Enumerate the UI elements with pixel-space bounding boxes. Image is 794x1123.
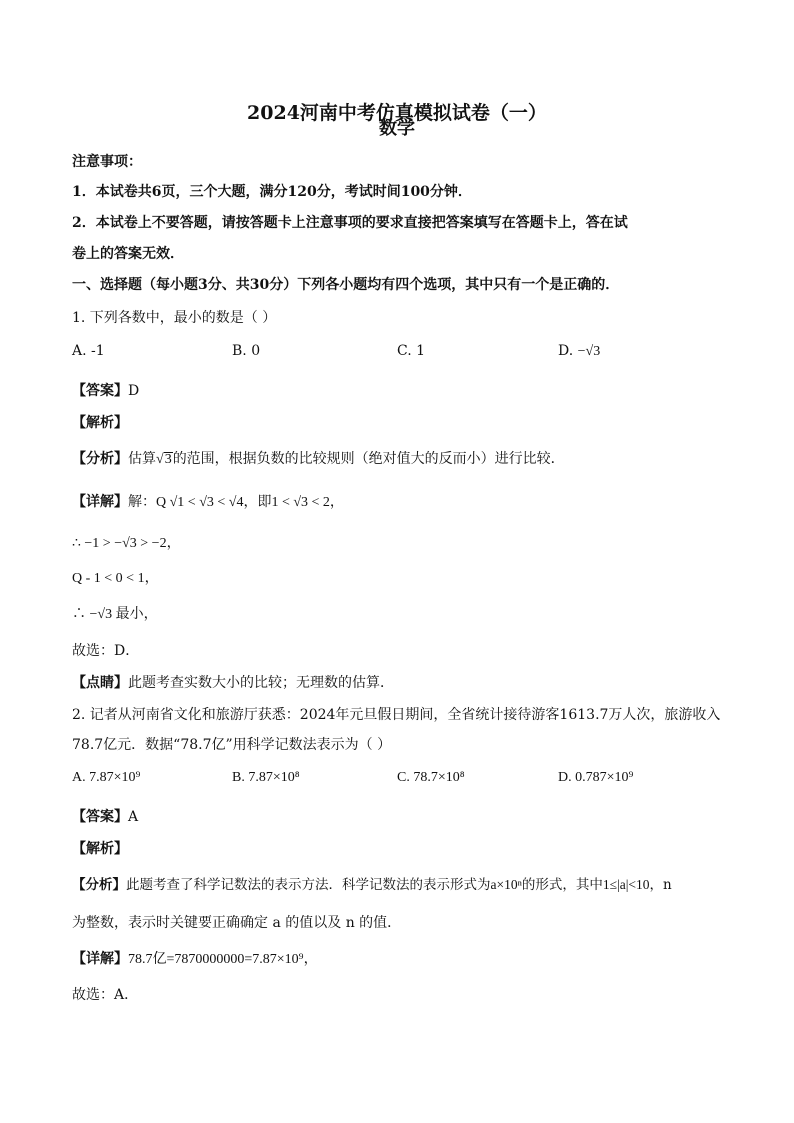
fenxi-tag: 【分析】: [72, 877, 126, 893]
q1-stem: 1. 下列各数中，最小的数是（ ）: [72, 310, 277, 326]
q1-point: [72, 672, 394, 692]
q2-answer-value: A: [128, 809, 139, 825]
fenxi-tag: 【分析】: [72, 451, 128, 467]
q2-fenxi-a: 此题考查了科学记数法的表示方法．科学记数法的表示形式为: [126, 877, 491, 893]
q1-answer-value: D: [128, 383, 140, 399]
q1-fenxi: [72, 448, 565, 468]
q1-detail-line-3: Q - 1 < 0 < 1，: [72, 571, 159, 586]
point-tag: 【点睛】: [72, 675, 128, 691]
q2-detail-text: 78.7亿=7870000000=7.87×10⁹，: [128, 952, 318, 967]
q1-option-c: C. 1: [397, 343, 426, 359]
q1-answer: [72, 380, 139, 400]
q2-option-b: B. 7.87×10⁸: [232, 770, 300, 785]
answer-tag: 【答案】: [72, 809, 128, 825]
q1-option-d-label: D.: [558, 343, 578, 359]
q1-detail-line-2: ∴ −1 > −√3 > −2，: [72, 536, 181, 551]
q2-stem-b: 78.7亿元．数据“78.7亿”用科学记数法表示为（ ）: [72, 737, 392, 753]
q2-detail: [72, 948, 318, 968]
q2-fenxi-range: 1≤|a|<10: [602, 877, 650, 892]
exam-title: 2024河南中考仿真模拟试卷（一）: [247, 102, 547, 124]
q1-fenxi-a: 估算: [128, 451, 156, 467]
q1-analysis-tag: 【解析】: [72, 415, 128, 431]
q2-fenxi-formula: a×10ⁿ: [490, 877, 522, 892]
q1-option-d-value: −√3: [577, 344, 601, 359]
answer-tag: 【答案】: [72, 383, 128, 399]
q2-fenxi-c: ，n: [649, 877, 672, 893]
notice-item-2b: 卷上的答案无效．: [72, 246, 184, 262]
q2-analysis-tag: 【解析】: [72, 841, 128, 857]
q2-option-a: A. 7.87×10⁹: [72, 770, 141, 785]
q1-fenxi-b: 的范围，根据负数的比较规则（绝对值大的反而小）进行比较．: [172, 451, 565, 467]
q1-detail: [72, 491, 344, 511]
detail-tag: 【详解】: [72, 951, 128, 967]
q1-choose: 故选：D．: [72, 643, 140, 659]
q2-option-c: C. 78.7×10⁸: [397, 770, 465, 785]
notice-item-2a: 2．本试卷上不要答题，请按答题卡上注意事项的要求直接把答案填写在答题卡上，答在试: [72, 215, 628, 231]
q1-fenxi-radicand: 3: [164, 452, 172, 467]
q1-point-text: 此题考查实数大小的比较；无理数的估算．: [128, 675, 394, 691]
q2-fenxi: [72, 873, 672, 893]
q2-option-d: D. 0.787×10⁹: [558, 770, 634, 785]
q2-choose: 故选：A．: [72, 987, 139, 1003]
subject-title: 数学: [379, 118, 415, 139]
q1-option-b: B. 0: [232, 343, 261, 359]
q1-option-d: [558, 343, 600, 360]
q1-option-a: A. -1: [72, 343, 105, 359]
notice-heading: 注意事项：: [72, 154, 142, 170]
q1-detail-line-4: ∴ −√3 最小，: [72, 607, 158, 622]
q2-stem-a: 2. 记者从河南省文化和旅游厅获悉：2024年元旦假日期间，全省统计接待游客1613.7万人次，旅游收入: [72, 707, 721, 723]
q2-fenxi-b: 的形式，其中: [521, 877, 603, 893]
q1-detail-line-1: 解：Q √1 < √3 < √4，即1 < √3 < 2，: [128, 495, 344, 510]
notice-item-1: 1．本试卷共6页，三个大题，满分120分，考试时间100分钟．: [72, 184, 472, 200]
detail-tag: 【详解】: [72, 494, 128, 510]
q2-answer: [72, 806, 138, 826]
q1-fenxi-radical: √3: [156, 452, 172, 467]
q2-fenxi-line-2: 为整数，表示时关键要正确确定 a 的值以及 n 的值．: [72, 915, 402, 931]
section-1-heading: 一、选择题（每小题3分、共30分）下列各小题均有四个选项，其中只有一个是正确的．: [72, 277, 620, 293]
